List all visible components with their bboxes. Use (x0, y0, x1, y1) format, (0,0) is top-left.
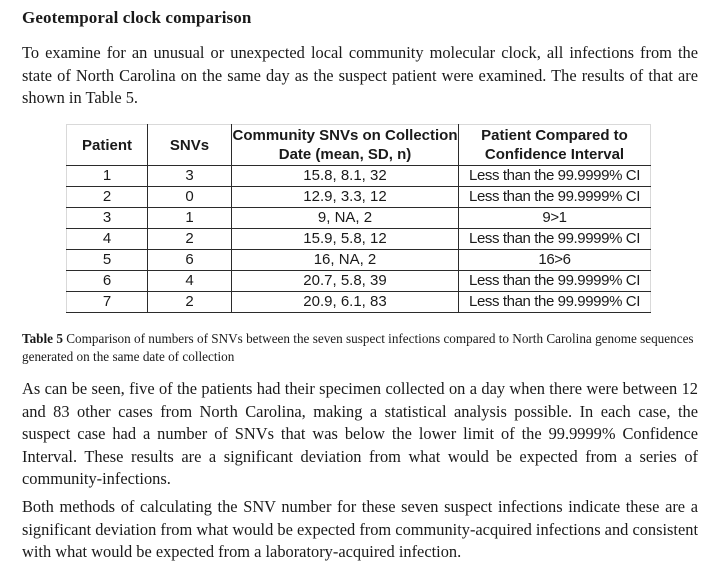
header-patient: Patient (67, 125, 148, 166)
snv-comparison-table (66, 124, 651, 313)
header-community-line1: Community SNVs on Collection (232, 127, 458, 144)
header-compared-to-ci (459, 125, 651, 166)
cell-compared: Less than the 99.9999% CI (459, 292, 651, 313)
header-compared-line2: Confidence Interval (484, 146, 625, 163)
cell-snvs: 0 (148, 187, 232, 208)
conclusion-paragraph: Both methods of calculating the SNV number for these seven suspect infections indicate these are a significant deviation from what would be expected from community-acquired infections and consistent with what would be expected from a laboratory-acquired infection. (22, 497, 698, 561)
cell-snvs: 4 (148, 271, 232, 292)
table-row (67, 292, 651, 313)
section-heading: Geotemporal clock comparison (22, 8, 252, 27)
cell-patient: 7 (67, 292, 148, 313)
cell-patient: 1 (67, 166, 148, 187)
table-row (67, 229, 651, 250)
cell-patient: 6 (67, 271, 148, 292)
cell-community: 20.7, 5.8, 39 (232, 271, 459, 292)
cell-compared: Less than the 99.9999% CI (459, 187, 651, 208)
cell-snvs: 2 (148, 229, 232, 250)
header-compared-line1: Patient Compared to (481, 127, 628, 144)
cell-compared: Less than the 99.9999% CI (459, 229, 651, 250)
cell-snvs: 3 (148, 166, 232, 187)
table-row (67, 250, 651, 271)
header-community-snvs (232, 125, 459, 166)
table-row (67, 187, 651, 208)
cell-snvs: 6 (148, 250, 232, 271)
cell-snvs: 1 (148, 208, 232, 229)
cell-community: 15.9, 5.8, 12 (232, 229, 459, 250)
cell-compared: 16>6 (459, 250, 651, 271)
caption-label: Table 5 (22, 331, 63, 346)
cell-patient: 2 (67, 187, 148, 208)
table-header-row (67, 125, 651, 166)
table-caption (22, 330, 698, 366)
cell-patient: 4 (67, 229, 148, 250)
intro-paragraph: To examine for an unusual or unexpected local community molecular clock, all infections from the state of North Carolina on the same day as the suspect patient were examined. The results of that are shown in Table 5. (22, 43, 698, 107)
cell-compared: 9>1 (459, 208, 651, 229)
cell-patient: 3 (67, 208, 148, 229)
cell-community: 20.9, 6.1, 83 (232, 292, 459, 313)
cell-compared: Less than the 99.9999% CI (459, 271, 651, 292)
cell-community: 15.8, 8.1, 32 (232, 166, 459, 187)
table-row (67, 166, 651, 187)
header-community-line2: Date (mean, SD, n) (278, 146, 412, 163)
cell-patient: 5 (67, 250, 148, 271)
cell-compared: Less than the 99.9999% CI (459, 166, 651, 187)
cell-community: 12.9, 3.3, 12 (232, 187, 459, 208)
cell-snvs: 2 (148, 292, 232, 313)
table-row (67, 271, 651, 292)
caption-text: Comparison of numbers of SNVs between the seven suspect infections compared to North Carolina genome sequences generated on the same date of collection (22, 331, 694, 364)
analysis-paragraph: As can be seen, five of the patients had their specimen collected on a day when there were between 12 and 83 other cases from North Carolina, making a statistical analysis possible. In each case, the suspect case had a number of SNVs that was below the lower limit of the 99.9999% Confidence Interval. These results are a significant deviation from what would be expected from a series of community-infections. (22, 379, 698, 488)
cell-community: 9, NA, 2 (232, 208, 459, 229)
cell-community: 16, NA, 2 (232, 250, 459, 271)
header-snvs: SNVs (148, 125, 232, 166)
table-row (67, 208, 651, 229)
